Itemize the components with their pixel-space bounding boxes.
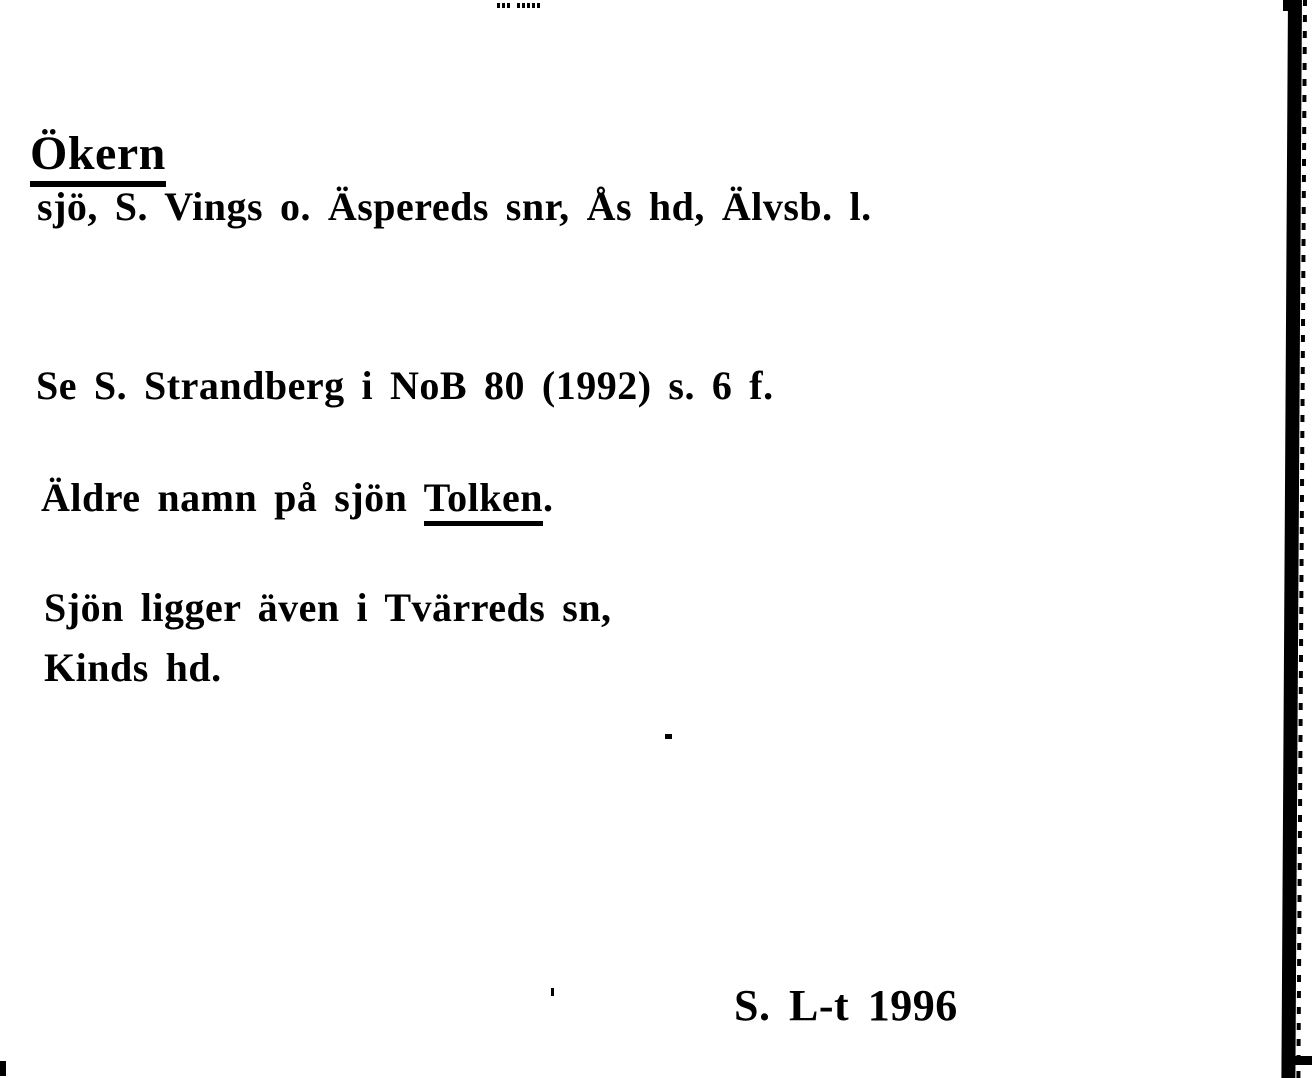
older-name-prefix: Äldre namn på sjön [41, 475, 424, 520]
older-name-suffix: . [542, 475, 554, 520]
dash-mark-right [517, 3, 540, 8]
entry-heading-text: Ökern [30, 127, 166, 187]
note-line-1: Sjön ligger även i Tvärreds sn, [44, 585, 612, 630]
ink-speck [665, 734, 672, 739]
bottom-left-corner-mark [0, 1061, 6, 1076]
older-name-underlined: Tolken [424, 475, 543, 526]
location-line: sjö, S. Vings o. Äspereds snr, Ås hd, Älvsb. l. [37, 184, 872, 229]
signature-line: S. L-t 1996 [734, 981, 958, 1030]
entry-heading [30, 126, 166, 181]
scanner-edge-foot-mark [1283, 1056, 1312, 1065]
scan-dash-marks [497, 3, 541, 8]
ink-speck [551, 988, 554, 996]
older-name-line [41, 474, 553, 521]
note-line-2: Kinds hd. [44, 645, 222, 690]
dash-mark-left [497, 3, 510, 8]
scanner-edge-top-mark [1283, 0, 1295, 11]
reference-line: Se S. Strandberg i NoB 80 (1992) s. 6 f. [36, 363, 774, 408]
